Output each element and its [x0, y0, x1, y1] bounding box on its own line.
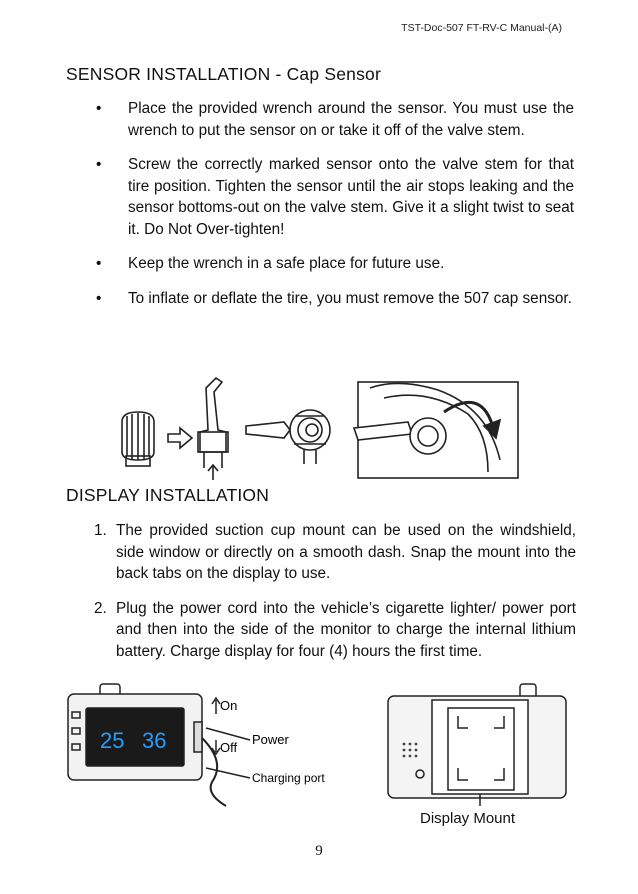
wrench-icon	[198, 378, 228, 480]
power-label: Power	[252, 732, 289, 747]
bullet-text: Screw the correctly marked sensor onto the valve stem for that tire position. Tighten the sensor until the air stops leaking and the sensor bottoms-out on the valve stem. Give it a slight twist to seat it. Do Not Over-tighten!	[128, 156, 574, 238]
charging-port-label: Charging port	[252, 771, 325, 785]
step-number: 2.	[94, 599, 107, 617]
display-mount-caption: Display Mount	[420, 810, 516, 827]
monitor-power-illustration	[66, 682, 356, 812]
step-number: 1.	[94, 522, 107, 539]
list-item	[94, 520, 576, 585]
display-section-title: DISPLAY INSTALLATION	[66, 485, 270, 505]
bullet-glyph: •	[96, 156, 102, 173]
lcd-left-reading: 25	[100, 728, 125, 753]
switch-on-label: On	[220, 698, 238, 713]
display-steps-list	[94, 520, 576, 675]
bullet-text: To inflate or deflate the tire, you must remove the 507 cap sensor.	[128, 289, 572, 307]
speaker-grille-icon	[403, 743, 418, 758]
sensor-section-title: SENSOR INSTALLATION - Cap Sensor	[66, 64, 382, 84]
cap-sensor-icon	[122, 412, 154, 466]
step-text: The provided suction cup mount can be used on the windshield, side window or directly on a smooth dash. Snap the mount into the back tabs on the display to use.	[116, 522, 576, 582]
lcd-right-reading: 36	[142, 728, 167, 753]
document-id: TST-Doc-507 FT-RV-C Manual-(A)	[401, 22, 562, 34]
sensor-installation-illustration	[108, 368, 528, 480]
list-item	[96, 154, 574, 240]
step-text: Plug the power cord into the vehicle’s cigarette lighter/ power port and then into the side of the monitor to charge the internal lithium battery. Charge display for four (4) hours the first time.	[116, 599, 576, 660]
power-switch-icon	[194, 722, 202, 752]
switch-off-label: Off	[220, 740, 238, 755]
tire-with-sensor-icon	[354, 382, 518, 478]
list-item	[96, 253, 574, 275]
bullet-glyph: •	[96, 289, 102, 307]
display-mount-illustration	[384, 682, 574, 806]
arrow-right-icon	[168, 428, 192, 448]
list-item	[96, 288, 574, 310]
bullet-text: Place the provided wrench around the sensor. You must use the wrench to put the sensor on or take it off of the valve stem.	[128, 100, 574, 139]
sensor-bullet-list	[96, 98, 574, 322]
bullet-glyph: •	[96, 255, 102, 272]
bullet-glyph: •	[96, 100, 102, 117]
bullet-text: Keep the wrench in a safe place for future use.	[128, 255, 445, 272]
page-number: 9	[315, 843, 323, 859]
list-item	[96, 98, 574, 141]
list-item	[94, 598, 576, 663]
wrench-on-sensor-icon	[246, 410, 330, 464]
